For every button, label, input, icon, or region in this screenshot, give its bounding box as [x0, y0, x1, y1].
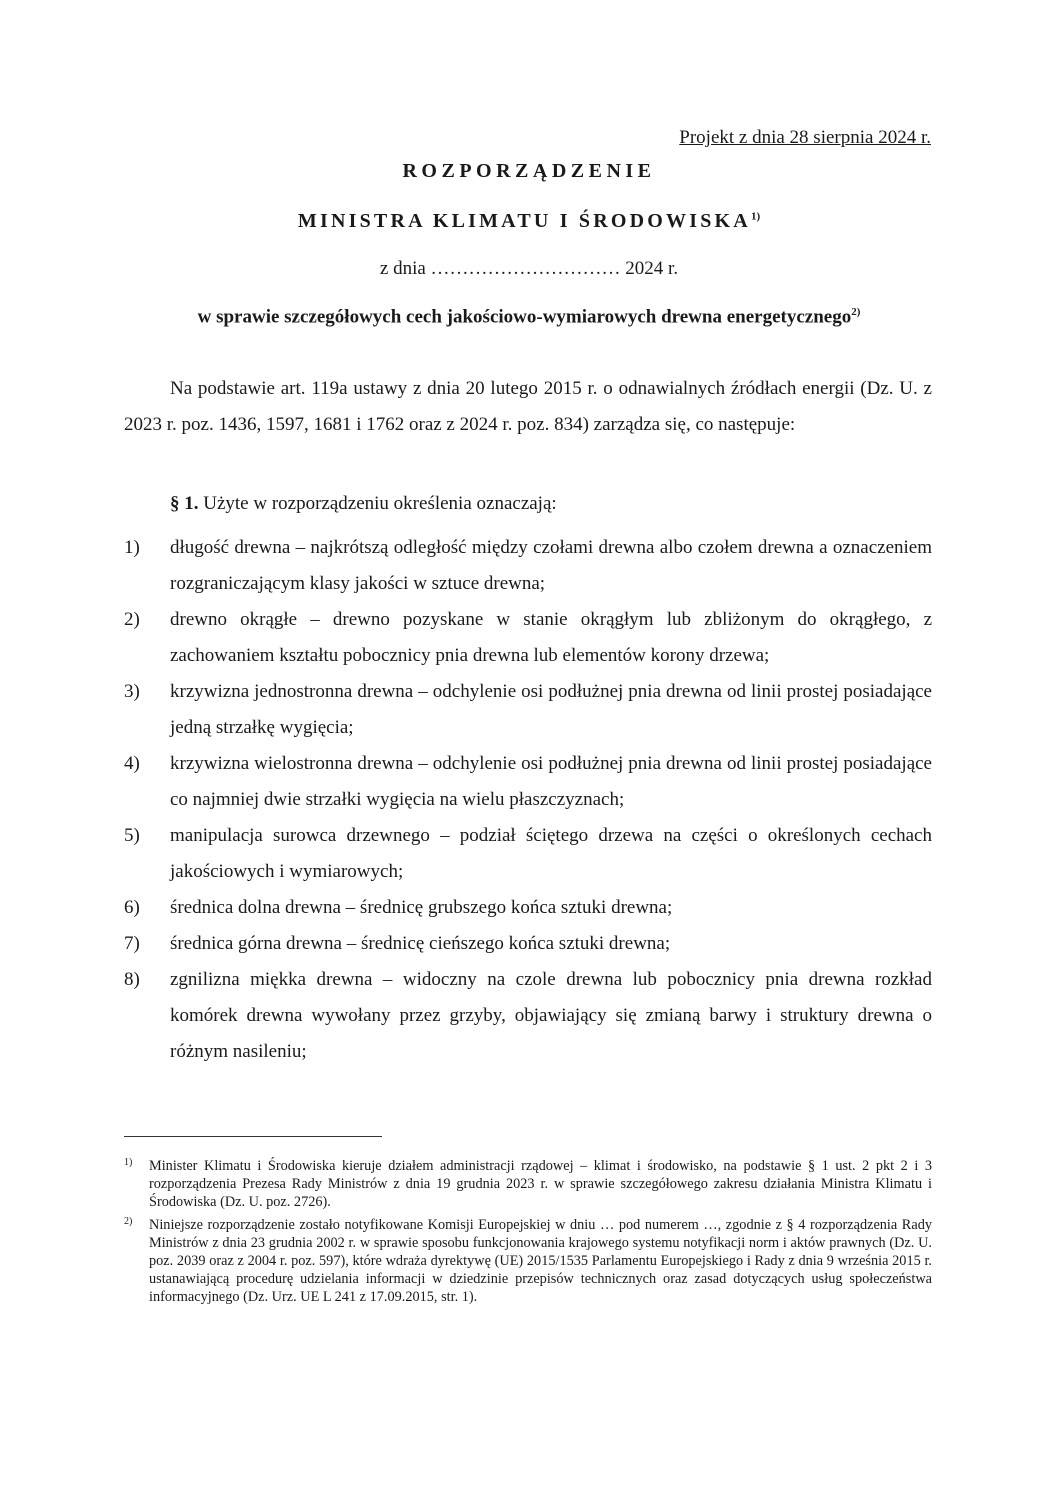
footnotes-list [124, 1157, 932, 1311]
definition-text: manipulacja surowca drzewnego – podział ściętego drzewa na części o określonych cechach jakościowych i wymiarowych; [170, 825, 932, 882]
definition-item [124, 890, 932, 926]
definition-text: długość drewna – najkrótszą odległość między czołami drewna albo czołem drewna a oznaczeniem rozgraniczającym klasy jakości w sztuce drewna; [170, 537, 932, 594]
definition-item [124, 530, 932, 602]
footnote-ref-1: 1) [750, 210, 761, 223]
footnote-number: 1) [124, 1157, 133, 1168]
document-subject [0, 306, 1058, 328]
definition-number: 6) [124, 897, 140, 918]
footnote-item [124, 1216, 932, 1306]
section-symbol: § 1. [170, 493, 199, 514]
definition-text: zgnilizna miękka drewna – widoczny na czole drewna lub pobocznicy pnia drewna rozkład komórek drewna wywołany przez grzyby, objawiający się zmianą barwy i struktury drewna o różnym nasileniu; [170, 969, 932, 1062]
document-subject-text: w sprawie szczegółowych cech jakościowo-wymiarowych drewna energetycznego [197, 306, 852, 328]
draft-date-note: Projekt z dnia 28 sierpnia 2024 r. [679, 127, 931, 148]
section-1-heading [170, 493, 557, 515]
definition-text: średnica górna drewna – średnicę cieńszego końca sztuki drewna; [170, 933, 671, 954]
definition-item [124, 962, 932, 1070]
issue-date-line: z dnia ………………………… 2024 r. [379, 258, 679, 279]
definition-number: 2) [124, 609, 140, 630]
definition-number: 1) [124, 537, 140, 558]
definitions-list [124, 530, 932, 1070]
definition-text: krzywizna wielostronna drewna – odchylenie osi podłużnej pnia drewna od linii prostej posiadające co najmniej dwie strzałki wygięcia na wielu płaszczyznach; [170, 753, 932, 810]
definition-number: 5) [124, 825, 140, 846]
issuing-authority-text: MINISTRA KLIMATU I ŚRODOWISKA [297, 210, 751, 232]
definition-item [124, 818, 932, 890]
definition-text: średnica dolna drewna – średnicę grubszego końca sztuki drewna; [170, 897, 673, 918]
definition-item [124, 746, 932, 818]
definition-text: drewno okrągłe – drewno pozyskane w stanie okrągłym lub zbliżonym do okrągłego, z zachowaniem kształtu pobocznicy pnia drewna lub elementów korony drzewa; [170, 609, 932, 666]
footnote-separator [124, 1136, 382, 1137]
definition-item [124, 602, 932, 674]
footnote-text: Niniejsze rozporządzenie zostało notyfikowane Komisji Europejskiej w dniu … pod numerem …, zgodnie z § 4 rozporządzenia Rady Ministrów z dnia 23 grudnia 2002 r. w sprawie sposobu funkcjonowania krajowego systemu notyfikacji norm i aktów prawnych (Dz. U. poz. 2039 oraz z 2004 r. poz. 597), które wdraża dyrektywę (UE) 2015/1535 Parlamentu Europejskiego i Rady z dnia 9 września 2015 r. ustanawiającą procedurę udzielania informacji w dziedzinie przepisów technicznych oraz zasad dotyczących usług społeczeństwa informacyjnego (Dz. Urz. UE L 241 z 17.09.2015, str. 1). [149, 1217, 932, 1305]
definition-number: 8) [124, 969, 140, 990]
definition-number: 7) [124, 933, 140, 954]
footnote-text: Minister Klimatu i Środowiska kieruje działem administracji rządowej – klimat i środowisko, na podstawie § 1 ust. 2 pkt 2 i 3 rozporządzenia Prezesa Rady Ministrów z dnia 19 grudnia 2023 r. w sprawie szczegółowego zakresu działania Ministra Klimatu i Środowiska (Dz. U. poz. 2726). [149, 1158, 932, 1210]
definition-number: 4) [124, 753, 140, 774]
document-title: ROZPORZĄDZENIE [402, 160, 656, 182]
legal-basis-paragraph: Na podstawie art. 119a ustawy z dnia 20 lutego 2015 r. o odnawialnych źródłach energii (Dz. U. z 2023 r. poz. 1436, 1597, 1681 i 1762 oraz z 2024 r. poz. 834) zarządza się, co następuje: [124, 378, 932, 435]
definition-item [124, 926, 932, 962]
definition-text: krzywizna jednostronna drewna – odchylenie osi podłużnej pnia drewna od linii prostej posiadające jedną strzałkę wygięcia; [170, 681, 932, 738]
definition-item [124, 674, 932, 746]
issuing-authority [0, 210, 1058, 233]
footnote-ref-2: 2) [851, 306, 861, 318]
section-1-text: Użyte w rozporządzeniu określenia oznaczają: [198, 493, 557, 514]
definition-number: 3) [124, 681, 140, 702]
footnote-item [124, 1157, 932, 1211]
footnote-number: 2) [124, 1216, 133, 1227]
